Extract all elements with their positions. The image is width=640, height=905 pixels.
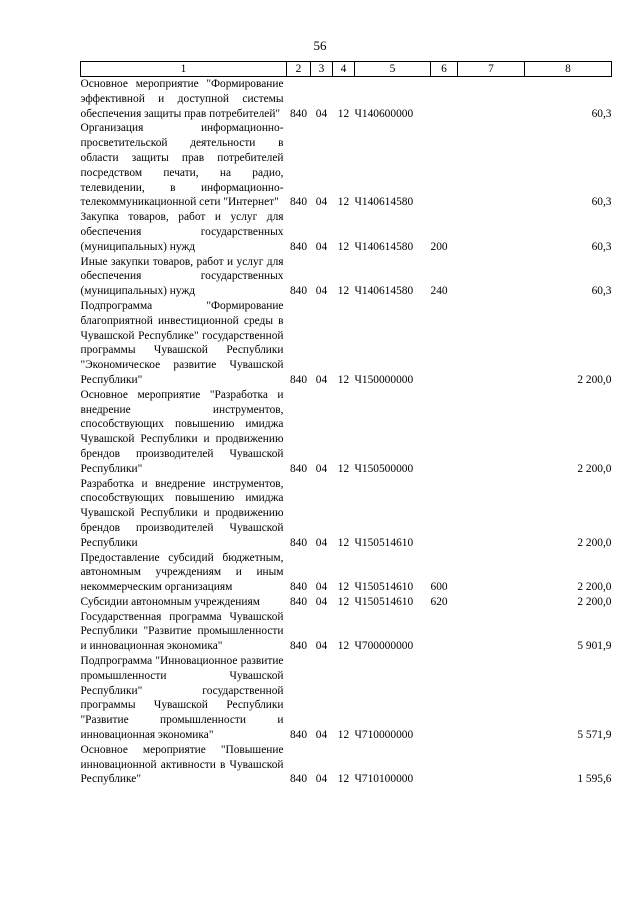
table-row — [81, 551, 612, 595]
row-cell-c8: 60,3 — [591, 107, 612, 120]
row-cell-c8: 5 901,9 — [577, 640, 612, 653]
row-cell-c2: 840 — [289, 581, 308, 594]
table-row — [81, 743, 612, 787]
row-cell-c4: 12 — [337, 729, 350, 742]
row-cell-c3: 04 — [315, 595, 328, 608]
table-body — [81, 77, 612, 788]
row-cell-c7 — [458, 255, 525, 299]
row-cell-c8: 5 571,9 — [577, 729, 612, 742]
header-row — [81, 62, 612, 77]
row-cell-c6 — [431, 477, 458, 551]
column-header-3: 3 — [311, 62, 333, 77]
column-header-1: 1 — [81, 62, 287, 77]
row-cell-c8: 2 200,0 — [577, 462, 612, 475]
row-name: Разработка и внедрение инструментов, способствующих повышению имиджа Чувашской Республики и продвижению брендов производителей Чувашской Республики — [80, 477, 284, 549]
row-cell-c7 — [458, 477, 525, 551]
row-cell-c3: 04 — [315, 773, 328, 786]
row-cell-c5: Ч140600000 — [354, 107, 414, 120]
column-header-6: 6 — [431, 62, 458, 77]
row-cell-c7 — [458, 595, 525, 610]
row-cell-c3: 04 — [315, 462, 328, 475]
row-cell-c5: Ч140614580 — [354, 285, 414, 298]
row-cell-c8: 60,3 — [591, 196, 612, 209]
row-cell-c2: 840 — [289, 285, 308, 298]
row-cell-c4: 12 — [337, 107, 350, 120]
row-cell-c8: 2 200,0 — [577, 373, 612, 386]
row-cell-c4: 12 — [337, 536, 350, 549]
column-header-8: 8 — [525, 62, 612, 77]
row-cell-c6 — [431, 654, 458, 743]
row-cell-c3: 04 — [315, 729, 328, 742]
row-cell-c8: 60,3 — [591, 285, 612, 298]
row-cell-c4: 12 — [337, 462, 350, 475]
table-row — [81, 77, 612, 122]
row-cell-c3: 04 — [315, 196, 328, 209]
page-number: 56 — [313, 38, 327, 53]
row-cell-c8: 2 200,0 — [577, 581, 612, 594]
row-cell-c7 — [458, 210, 525, 254]
column-header-7: 7 — [458, 62, 525, 77]
row-cell-c4: 12 — [337, 196, 350, 209]
table-row — [81, 121, 612, 210]
row-cell-c2: 840 — [289, 729, 308, 742]
row-cell-c5: Ч140614580 — [354, 240, 414, 253]
row-name: Государственная программа Чувашской Республики "Развитие промышленности и инновационная экономика" — [80, 610, 284, 653]
table-row — [81, 477, 612, 551]
row-cell-c7 — [458, 743, 525, 787]
row-cell-c2: 840 — [289, 373, 308, 386]
row-cell-c6: 620 — [430, 595, 448, 608]
row-cell-c7 — [458, 388, 525, 477]
row-cell-c3: 04 — [315, 581, 328, 594]
row-cell-c5: Ч150000000 — [354, 373, 414, 386]
row-cell-c6 — [431, 743, 458, 787]
row-name: Подпрограмма "Инновационное развитие промышленности Чувашской Республики" государственной программы Чувашской Республики "Развитие промышленности и инновационная экономика" — [80, 655, 284, 742]
row-cell-c6: 240 — [430, 285, 448, 298]
row-name: Подпрограмма "Формирование благоприятной инвестиционной среды в Чувашской Республике" государственной программы Чувашской Республики "Экономическое развитие Чувашской Республики" — [80, 299, 284, 386]
row-cell-c3: 04 — [315, 240, 328, 253]
row-cell-c4: 12 — [337, 373, 350, 386]
row-cell-c4: 12 — [337, 581, 350, 594]
row-cell-c2: 840 — [289, 196, 308, 209]
row-cell-c3: 04 — [315, 107, 328, 120]
row-cell-c5: Ч150514610 — [354, 595, 414, 608]
row-name: Иные закупки товаров, работ и услуг для обеспечения государственных (муниципальных) нужд — [80, 255, 284, 298]
row-cell-c6: 200 — [430, 240, 448, 253]
table-row — [81, 595, 612, 610]
row-cell-c6 — [431, 121, 458, 210]
row-cell-c5: Ч150514610 — [354, 581, 414, 594]
row-cell-c8: 1 595,6 — [577, 773, 612, 786]
row-cell-c7 — [458, 299, 525, 388]
row-cell-c5: Ч140614580 — [354, 196, 414, 209]
row-cell-c8: 2 200,0 — [577, 595, 612, 608]
row-cell-c4: 12 — [337, 285, 350, 298]
table-row — [81, 388, 612, 477]
table-row — [81, 610, 612, 654]
row-cell-c6 — [431, 388, 458, 477]
row-cell-c3: 04 — [315, 285, 328, 298]
row-cell-c6 — [431, 610, 458, 654]
budget-table — [80, 61, 612, 787]
column-header-2: 2 — [287, 62, 311, 77]
table-row — [81, 654, 612, 743]
row-cell-c2: 840 — [289, 536, 308, 549]
row-cell-c7 — [458, 654, 525, 743]
row-cell-c3: 04 — [315, 536, 328, 549]
row-name: Основное мероприятие "Разработка и внедрение инструментов, способствующих повышению имиджа Чувашской Республики и продвижению брендов производителей Чувашской Республики" — [80, 388, 284, 475]
row-cell-c2: 840 — [289, 640, 308, 653]
row-cell-c3: 04 — [315, 640, 328, 653]
row-cell-c7 — [458, 551, 525, 595]
column-header-4: 4 — [333, 62, 355, 77]
row-cell-c5: Ч710000000 — [354, 729, 414, 742]
row-cell-c4: 12 — [337, 773, 350, 786]
row-name: Закупка товаров, работ и услуг для обеспечения государственных (муниципальных) нужд — [80, 211, 284, 253]
row-cell-c6 — [431, 77, 458, 122]
row-cell-c4: 12 — [337, 240, 350, 253]
row-cell-c2: 840 — [289, 462, 308, 475]
row-cell-c5: Ч150514610 — [354, 536, 414, 549]
table-row — [81, 299, 612, 388]
row-cell-c7 — [458, 77, 525, 122]
row-name: Организация информационно-просветительской деятельности в области защиты прав потребителей посредством печати, на радио, телевидении, в информационно-телекоммуникационной сети "Интернет" — [80, 122, 284, 209]
row-cell-c7 — [458, 610, 525, 654]
row-cell-c2: 840 — [289, 107, 308, 120]
row-name: Основное мероприятие "Повышение инновационной активности в Чувашской Республике" — [80, 743, 284, 786]
row-cell-c5: Ч700000000 — [354, 640, 414, 653]
row-cell-c8: 2 200,0 — [577, 536, 612, 549]
row-cell-c2: 840 — [289, 773, 308, 786]
row-name: Предоставление субсидий бюджетным, автономным учреждениям и иным некоммерческим организациям — [80, 551, 284, 594]
row-cell-c3: 04 — [315, 373, 328, 386]
row-cell-c5: Ч150500000 — [354, 462, 414, 475]
row-cell-c2: 840 — [289, 240, 308, 253]
table-row — [81, 210, 612, 254]
row-cell-c6: 600 — [430, 581, 448, 594]
row-cell-c4: 12 — [337, 595, 350, 608]
row-name: Основное мероприятие "Формирование эффективной и доступной системы обеспечения защиты прав потребителей" — [80, 78, 284, 120]
row-cell-c7 — [458, 121, 525, 210]
column-header-5: 5 — [355, 62, 431, 77]
row-cell-c4: 12 — [337, 640, 350, 653]
row-cell-c5: Ч710100000 — [354, 773, 414, 786]
table-row — [81, 255, 612, 299]
row-cell-c6 — [431, 299, 458, 388]
row-name: Субсидии автономным учреждениям — [80, 595, 260, 608]
row-cell-c8: 60,3 — [591, 240, 612, 253]
row-cell-c2: 840 — [289, 595, 308, 608]
